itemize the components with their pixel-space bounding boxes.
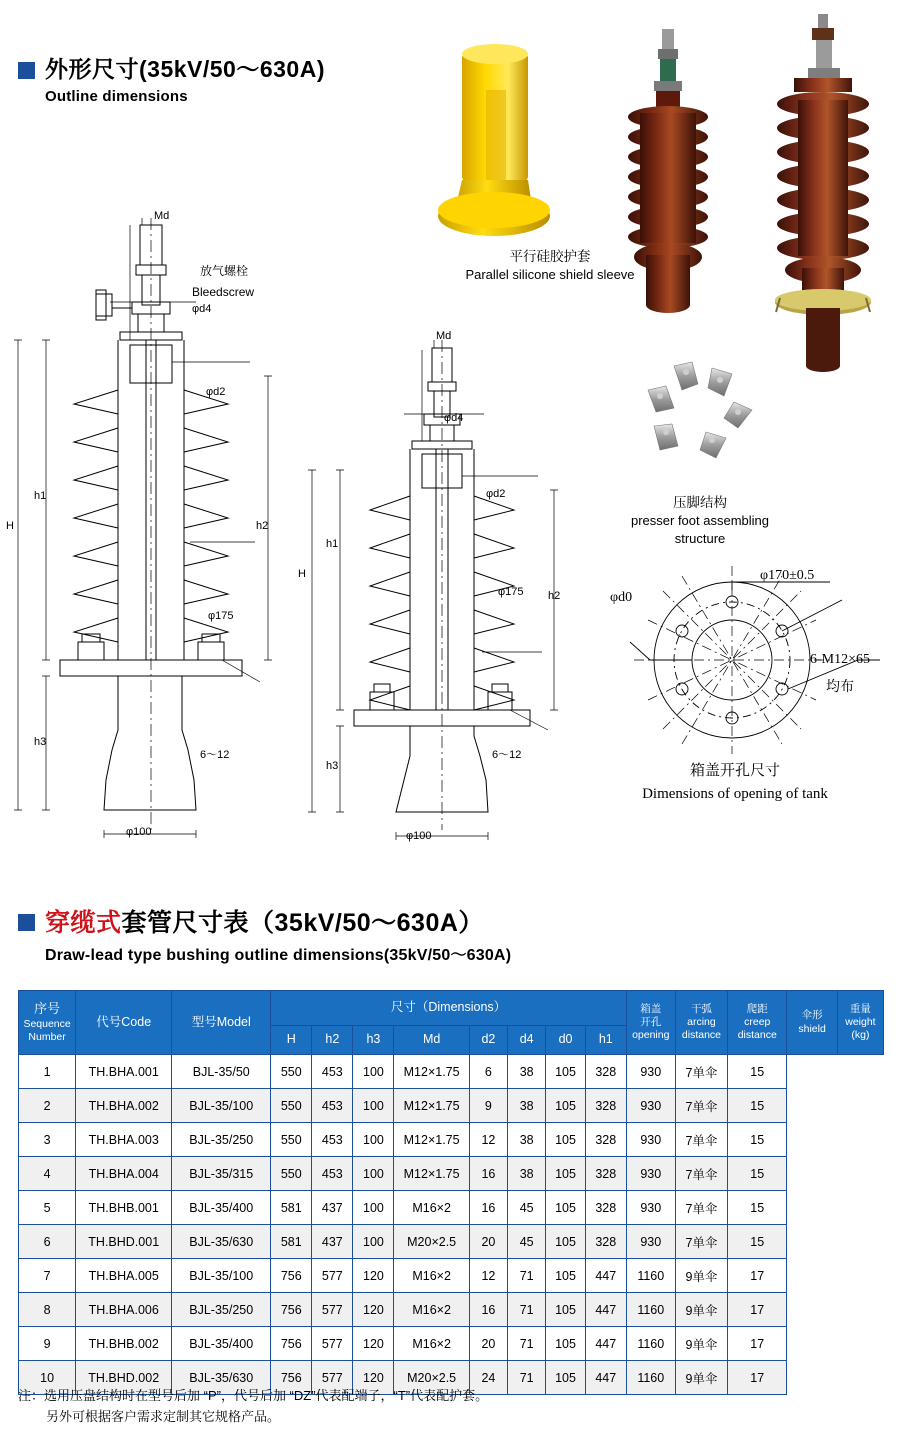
cell-d0: 105	[546, 1327, 585, 1361]
cell-Md: M16×2	[394, 1191, 469, 1225]
presser-foot-caption-en1: presser foot assembling	[630, 513, 769, 529]
cell-Md: M20×2.5	[394, 1225, 469, 1259]
cell-model: BJL-35/630	[172, 1361, 271, 1395]
cell-d4: 38	[508, 1055, 546, 1089]
cell-no: 9	[19, 1327, 76, 1361]
cell-code: TH.BHB.002	[76, 1327, 172, 1361]
cell-h2: 437	[312, 1225, 353, 1259]
cell-creep: 930	[626, 1191, 675, 1225]
cell-d2: 16	[469, 1157, 507, 1191]
cell-no: 3	[19, 1123, 76, 1157]
label-H-right: H	[298, 568, 306, 580]
sleeve-caption-en: Parallel silicone shield sleeve	[465, 267, 635, 283]
note-line-1: 注：选用压盘结构时在型号后加 “P”，代号后加 “DZ”代表配端子，“T”代表配护套。	[18, 1388, 489, 1403]
table-row	[19, 1327, 884, 1361]
cell-creep: 930	[626, 1089, 675, 1123]
header-dimensions: 尺寸（Dimensions）	[271, 991, 627, 1026]
cell-no: 8	[19, 1293, 76, 1327]
label-d0: φd0	[610, 590, 633, 605]
cell-weight: 17	[728, 1293, 787, 1327]
cell-weight: 15	[728, 1055, 787, 1089]
table-row	[19, 1089, 884, 1123]
cell-code: TH.BHA.001	[76, 1055, 172, 1089]
cell-d4: 71	[508, 1293, 546, 1327]
cell-shield: 7单伞	[675, 1157, 727, 1191]
cell-H: 550	[271, 1055, 312, 1089]
cell-d2: 6	[469, 1055, 507, 1089]
cell-d0: 105	[546, 1361, 585, 1395]
header-sequence: 序号 Sequence Number	[19, 991, 76, 1055]
tank-caption-en: Dimensions of opening of tank	[642, 785, 828, 802]
header-model: 型号Model	[172, 991, 271, 1055]
cell-d0: 105	[546, 1055, 585, 1089]
cell-h1: 328	[585, 1089, 626, 1123]
cell-h1: 328	[585, 1225, 626, 1259]
table-row	[19, 1225, 884, 1259]
sleeve-caption-cn: 平行硅胶护套	[509, 249, 591, 264]
cell-shield: 7单伞	[675, 1089, 727, 1123]
presser-foot-photo	[608, 360, 788, 490]
header-shield: 伞形 shield	[787, 991, 838, 1055]
table-row	[19, 1259, 884, 1293]
cell-Md: M16×2	[394, 1327, 469, 1361]
cell-H: 550	[271, 1157, 312, 1191]
cell-creep: 930	[626, 1123, 675, 1157]
cell-weight: 17	[728, 1361, 787, 1395]
cell-Md: M12×1.75	[394, 1055, 469, 1089]
cell-h3: 100	[353, 1157, 394, 1191]
cell-H: 581	[271, 1191, 312, 1225]
cell-d0: 105	[546, 1293, 585, 1327]
cell-model: BJL-35/315	[172, 1157, 271, 1191]
label-d4-right: φd4	[444, 412, 464, 424]
cell-Md: M16×2	[394, 1259, 469, 1293]
cell-code: TH.BHD.002	[76, 1361, 172, 1395]
cell-h3: 100	[353, 1191, 394, 1225]
cell-no: 4	[19, 1157, 76, 1191]
cell-d2: 16	[469, 1191, 507, 1225]
presser-foot-caption	[600, 494, 800, 547]
cell-shield: 9单伞	[675, 1259, 727, 1293]
header-code: 代号Code	[76, 991, 172, 1055]
cell-H: 756	[271, 1327, 312, 1361]
dimensions-table-wrapper	[18, 990, 884, 1395]
cell-shield: 9单伞	[675, 1327, 727, 1361]
cell-code: TH.BHA.003	[76, 1123, 172, 1157]
cell-model: BJL-35/250	[172, 1293, 271, 1327]
cell-h2: 577	[312, 1259, 353, 1293]
cell-creep: 1160	[626, 1293, 675, 1327]
label-H-left: H	[6, 520, 14, 532]
cell-code: TH.BHA.004	[76, 1157, 172, 1191]
header-weight: 重量 weight (kg)	[837, 991, 883, 1055]
header-h3: h3	[353, 1026, 394, 1055]
cell-no: 6	[19, 1225, 76, 1259]
label-h2-right: h2	[548, 590, 561, 602]
label-h1-right: h1	[326, 538, 339, 550]
cell-d2: 9	[469, 1089, 507, 1123]
label-bleedscrew-cn: 放气螺栓	[200, 264, 249, 278]
silicone-sleeve-photo	[420, 30, 580, 260]
header-h2: h2	[312, 1026, 353, 1055]
table-row	[19, 1191, 884, 1225]
table-row	[19, 1055, 884, 1089]
cell-h1: 328	[585, 1123, 626, 1157]
cell-creep: 1160	[626, 1361, 675, 1395]
cell-h1: 447	[585, 1259, 626, 1293]
cell-model: BJL-35/400	[172, 1327, 271, 1361]
cell-code: TH.BHB.001	[76, 1191, 172, 1225]
label-d175-right: φ175	[498, 586, 524, 598]
header-creep-distance: 爬距 creep distance	[728, 991, 787, 1055]
brown-bushing-photo-2	[750, 12, 890, 372]
technical-drawings-area	[0, 190, 900, 890]
table-body	[19, 1055, 884, 1395]
section1-title-cn: 外形尺寸(35kV/50～630A)	[45, 56, 325, 82]
header-h1: h1	[585, 1026, 626, 1055]
cell-code: TH.BHA.006	[76, 1293, 172, 1327]
section2-title-cn-red: 穿缆式	[45, 909, 122, 937]
label-d2-right: φd2	[486, 488, 506, 500]
cell-code: TH.BHA.002	[76, 1089, 172, 1123]
cell-model: BJL-35/630	[172, 1225, 271, 1259]
cell-Md: M12×1.75	[394, 1089, 469, 1123]
cell-h2: 577	[312, 1361, 353, 1395]
cell-no: 1	[19, 1055, 76, 1089]
header-H: H	[271, 1026, 312, 1055]
cell-h1: 447	[585, 1361, 626, 1395]
label-md-left: Md	[154, 210, 170, 222]
cell-h1: 447	[585, 1327, 626, 1361]
cell-weight: 15	[728, 1123, 787, 1157]
cell-d4: 71	[508, 1259, 546, 1293]
label-bleedscrew-en: Bleedscrew	[192, 285, 255, 299]
cell-h3: 120	[353, 1327, 394, 1361]
label-h2-left: h2	[256, 520, 269, 532]
table-notes	[18, 1386, 488, 1428]
cell-d4: 45	[508, 1225, 546, 1259]
cell-d4: 45	[508, 1191, 546, 1225]
cell-model: BJL-35/250	[172, 1123, 271, 1157]
label-d100-left: φ100	[126, 826, 152, 838]
header-d0: d0	[546, 1026, 585, 1055]
table-header-row-1	[19, 991, 884, 1026]
label-md-right: Md	[436, 330, 452, 342]
cell-d2: 24	[469, 1361, 507, 1395]
cell-h3: 100	[353, 1089, 394, 1123]
cell-h2: 453	[312, 1089, 353, 1123]
cell-weight: 15	[728, 1191, 787, 1225]
cell-shield: 9单伞	[675, 1361, 727, 1395]
section2-title-en: Draw-lead type bushing outline dimensions(35kV/50～630A)	[45, 947, 512, 964]
header-tank-opening: 箱盖 开孔 opening	[626, 991, 675, 1055]
cell-d4: 38	[508, 1089, 546, 1123]
presser-foot-caption-cn: 压脚结构	[673, 495, 727, 510]
cell-creep: 1160	[626, 1327, 675, 1361]
cell-no: 2	[19, 1089, 76, 1123]
cell-creep: 930	[626, 1055, 675, 1089]
cell-weight: 15	[728, 1225, 787, 1259]
label-d2-left: φd2	[206, 386, 226, 398]
table-row	[19, 1293, 884, 1327]
cell-Md: M20×2.5	[394, 1361, 469, 1395]
cell-H: 581	[271, 1225, 312, 1259]
cell-weight: 15	[728, 1089, 787, 1123]
cell-shield: 7单伞	[675, 1123, 727, 1157]
cell-no: 10	[19, 1361, 76, 1395]
cell-H: 550	[271, 1123, 312, 1157]
label-even-distribution: 均布	[826, 680, 854, 695]
cell-d0: 105	[546, 1191, 585, 1225]
cell-code: TH.BHD.001	[76, 1225, 172, 1259]
dimensions-table	[18, 990, 884, 1395]
cell-weight: 17	[728, 1259, 787, 1293]
section2-title-cn-rest: 套管尺寸表（35kV/50～630A）	[121, 909, 484, 937]
cell-d4: 71	[508, 1361, 546, 1395]
cell-d4: 38	[508, 1123, 546, 1157]
label-d175-left: φ175	[208, 610, 234, 622]
cell-h3: 100	[353, 1123, 394, 1157]
cell-d0: 105	[546, 1225, 585, 1259]
label-range-right: 6～12	[492, 749, 522, 761]
table-row	[19, 1157, 884, 1191]
label-d170: φ170±0.5	[760, 568, 815, 583]
cell-h3: 100	[353, 1225, 394, 1259]
cell-d0: 105	[546, 1123, 585, 1157]
cell-creep: 930	[626, 1157, 675, 1191]
label-h3-left: h3	[34, 736, 47, 748]
cell-creep: 1160	[626, 1259, 675, 1293]
cell-h1: 328	[585, 1191, 626, 1225]
cell-Md: M12×1.75	[394, 1157, 469, 1191]
bushing-drawing-left	[0, 190, 300, 870]
cell-Md: M12×1.75	[394, 1123, 469, 1157]
cell-d4: 38	[508, 1157, 546, 1191]
header-Md: Md	[394, 1026, 469, 1055]
cell-h1: 328	[585, 1157, 626, 1191]
cell-H: 756	[271, 1361, 312, 1395]
cell-H: 756	[271, 1293, 312, 1327]
presser-foot-caption-en2: structure	[674, 530, 726, 546]
label-range-left: 6～12	[200, 749, 230, 761]
cell-h2: 577	[312, 1293, 353, 1327]
tank-caption	[570, 760, 900, 805]
cell-shield: 9单伞	[675, 1293, 727, 1327]
cell-shield: 7单伞	[675, 1225, 727, 1259]
label-h1-left: h1	[34, 490, 47, 502]
cell-d0: 105	[546, 1259, 585, 1293]
header-d4: d4	[508, 1026, 546, 1055]
label-d4-left: φd4	[192, 303, 212, 315]
cell-h2: 453	[312, 1055, 353, 1089]
cell-h3: 120	[353, 1259, 394, 1293]
cell-no: 7	[19, 1259, 76, 1293]
cell-d2: 20	[469, 1225, 507, 1259]
cell-h2: 437	[312, 1191, 353, 1225]
bullet-square-icon	[18, 62, 35, 79]
cell-Md: M16×2	[394, 1293, 469, 1327]
cell-h1: 447	[585, 1293, 626, 1327]
brown-bushing-photo-1	[610, 25, 730, 325]
cell-code: TH.BHA.005	[76, 1259, 172, 1293]
cell-h3: 120	[353, 1361, 394, 1395]
cell-d2: 20	[469, 1327, 507, 1361]
cell-no: 5	[19, 1191, 76, 1225]
cell-model: BJL-35/100	[172, 1259, 271, 1293]
tank-caption-cn: 箱盖开孔尺寸	[689, 763, 780, 779]
note-line-2: 另外可根据客户需求定制其它规格产品。	[46, 1408, 281, 1424]
header-d2: d2	[469, 1026, 507, 1055]
cell-d0: 105	[546, 1157, 585, 1191]
cell-model: BJL-35/100	[172, 1089, 271, 1123]
cell-weight: 15	[728, 1157, 787, 1191]
section-heading-table	[18, 908, 511, 965]
bushing-drawing-right	[296, 190, 586, 870]
cell-d2: 12	[469, 1123, 507, 1157]
cell-H: 756	[271, 1259, 312, 1293]
cell-model: BJL-35/400	[172, 1191, 271, 1225]
bullet-square-icon-2	[18, 914, 35, 931]
cell-weight: 17	[728, 1327, 787, 1361]
cell-shield: 7单伞	[675, 1055, 727, 1089]
cell-d2: 16	[469, 1293, 507, 1327]
cell-d2: 12	[469, 1259, 507, 1293]
cell-shield: 7单伞	[675, 1191, 727, 1225]
label-h3-right: h3	[326, 760, 339, 772]
cell-h3: 100	[353, 1055, 394, 1089]
label-d100-right: φ100	[406, 830, 432, 842]
cell-h2: 453	[312, 1123, 353, 1157]
cell-h1: 328	[585, 1055, 626, 1089]
cell-H: 550	[271, 1089, 312, 1123]
cell-h2: 577	[312, 1327, 353, 1361]
cell-d0: 105	[546, 1089, 585, 1123]
label-bolts: 6-M12×65	[810, 652, 871, 667]
cell-d4: 71	[508, 1327, 546, 1361]
header-arcing-distance: 干弧 arcing distance	[675, 991, 727, 1055]
section-heading-outline	[18, 56, 325, 105]
section2-title-cn	[45, 908, 511, 938]
table-row	[19, 1123, 884, 1157]
section1-title-en: Outline dimensions	[45, 87, 188, 105]
cell-h3: 120	[353, 1293, 394, 1327]
cell-h2: 453	[312, 1157, 353, 1191]
cell-model: BJL-35/50	[172, 1055, 271, 1089]
cell-creep: 930	[626, 1225, 675, 1259]
